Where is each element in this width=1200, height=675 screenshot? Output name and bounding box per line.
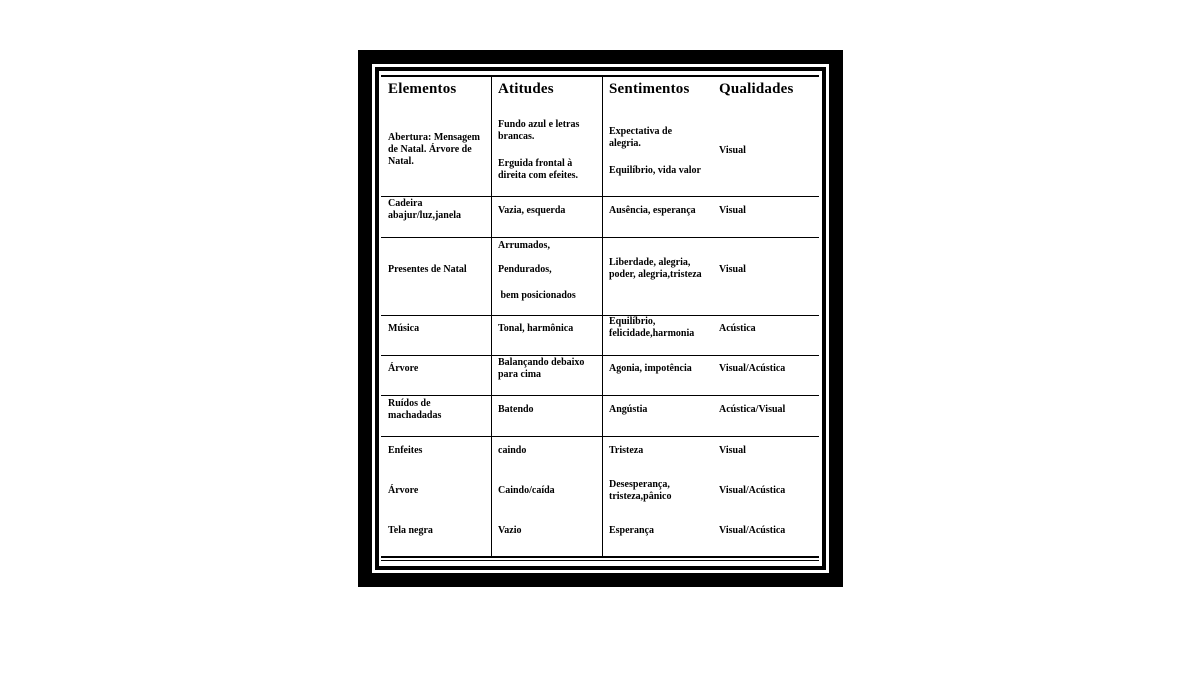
table-cell-atitude: Erguida frontal à direita com efeites. — [498, 158, 579, 181]
table-cell-sentimento: Equilíbrio, vida valor — [609, 165, 701, 176]
table-cell-sentimento: Expectativa de alegria. — [609, 126, 673, 149]
table-cell-qualidade: Visual/Acústica — [719, 485, 786, 496]
table-cell-elemento: Presentes de Natal — [388, 264, 467, 275]
table-cell-atitude: Pendurados, — [498, 264, 552, 275]
table-cell-atitude: Arrumados, — [498, 240, 550, 251]
table-cell-sentimento: Equilíbrio, felicidade,harmonia — [609, 316, 695, 339]
table-cell-atitude: Vazia, esquerda — [498, 205, 566, 216]
table-cell-atitude: Tonal, harmônica — [498, 323, 574, 334]
table-cell-sentimento: Agonia, impotência — [609, 363, 692, 374]
table-cell-elemento: Enfeites — [388, 445, 423, 456]
table-cell-qualidade: Visual — [719, 264, 746, 275]
row-divider — [381, 355, 819, 356]
header-qualidades: Qualidades — [719, 81, 794, 97]
table-cell-sentimento: Desesperança, tristeza,pânico — [609, 479, 672, 502]
table-top-rule — [381, 75, 819, 77]
header-sentimentos: Sentimentos — [609, 81, 690, 97]
table-cell-atitude: bem posicionados — [498, 290, 576, 301]
table-cell-sentimento: Esperança — [609, 525, 654, 536]
table-cell-qualidade: Acústica — [719, 323, 756, 334]
table-cell-sentimento: Ausência, esperança — [609, 205, 696, 216]
row-divider — [381, 196, 819, 197]
table-cell-elemento: Ruídos de machadadas — [388, 398, 442, 421]
column-divider — [602, 77, 603, 556]
row-divider — [381, 395, 819, 396]
table-bottom-rule — [381, 556, 819, 558]
table-cell-elemento: Abertura: Mensagem de Natal. Árvore de Natal. — [388, 132, 480, 167]
row-divider — [381, 237, 819, 238]
table-cell-sentimento: Liberdade, alegria, poder, alegria,tristeza — [609, 257, 702, 280]
table-cell-atitude: Balançando debaixo para cima — [498, 357, 585, 380]
table-cell-atitude: Caindo/caída — [498, 485, 555, 496]
header-atitudes: Atitudes — [498, 81, 554, 97]
table-cell-elemento: Árvore — [388, 363, 419, 374]
table-cell-atitude: Batendo — [498, 404, 534, 415]
table-cell-qualidade: Visual/Acústica — [719, 363, 786, 374]
column-divider — [491, 77, 492, 556]
table-cell-atitude: Vazio — [498, 525, 522, 536]
table-cell-qualidade: Visual/Acústica — [719, 525, 786, 536]
table-cell-qualidade: Visual — [719, 145, 746, 156]
table-cell-qualidade: Visual — [719, 205, 746, 216]
table-cell-sentimento: Angústia — [609, 404, 648, 415]
table-cell-elemento: Cadeira abajur/luz,janela — [388, 198, 462, 221]
row-divider — [381, 315, 819, 316]
table-cell-sentimento: Tristeza — [609, 445, 644, 456]
table-cell-atitude: caindo — [498, 445, 527, 456]
table-cell-elemento: Música — [388, 323, 420, 334]
table-cell-atitude: Fundo azul e letras brancas. — [498, 119, 580, 142]
header-elementos: Elementos — [388, 81, 457, 97]
table-bottom-rule-thin — [381, 560, 819, 561]
table-cell-elemento: Tela negra — [388, 525, 433, 536]
row-divider — [381, 436, 819, 437]
table-cell-qualidade: Acústica/Visual — [719, 404, 786, 415]
table-cell-qualidade: Visual — [719, 445, 746, 456]
table-cell-elemento: Árvore — [388, 485, 419, 496]
